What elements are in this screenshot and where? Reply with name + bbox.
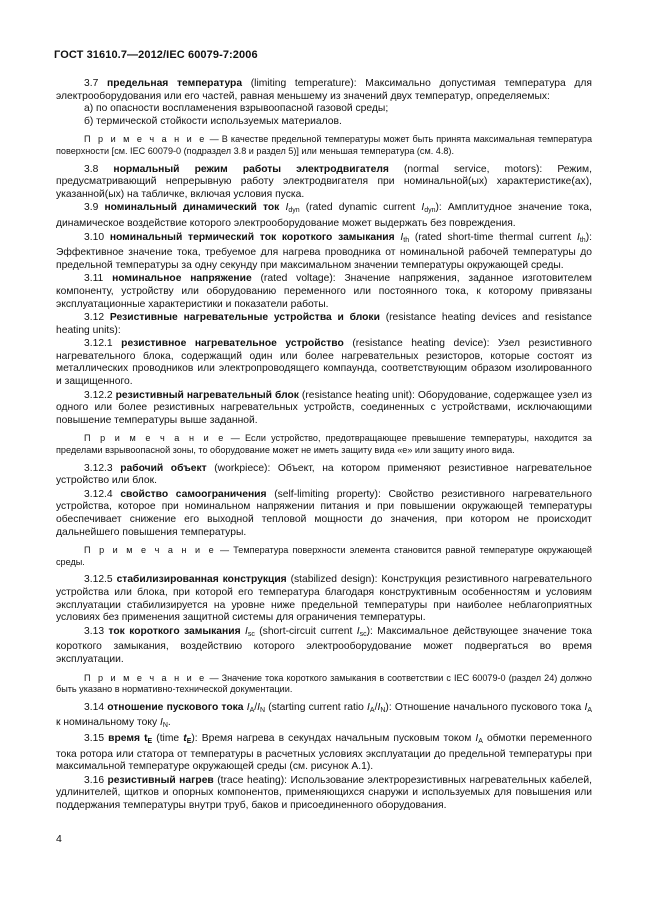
note-3-7: П р и м е ч а н и е — В качестве предельной температуры может быть принята максимальная температура поверхности [см. IEC 60079-0 (подраздел 3.8 и раздел 5)] или меньшая температура (см. 4.8). (56, 134, 592, 156)
clause-3-16: 3.16 резистивный нагрев (trace heating): Использование электрорезистивных нагревательных кабелей, удлинителей, щитков и опорных компонентов, применяющихся снаружи и используемых для повышения или поддержания температуры внутри труб, баков и присоединенного оборудования. (56, 774, 592, 811)
document-body (56, 78, 592, 812)
page-number: 4 (56, 833, 62, 845)
clause-3-8: 3.8 нормальный режим работы электродвигателя (normal service, motors): Режим, предусматривающий непрерывную работу электродвигателя при номинальной(ых) характеристике(ах), указанной(ых) на табличке, включая условия пуска. (56, 163, 592, 200)
note-3-12-2: П р и м е ч а н и е — Если устройство, предотвращающее превышение температуры, находится за пределами взрывоопасной зоны, то оборудование может не иметь защиту вида «е» или защиту иного вида. (56, 433, 592, 456)
clause-3-11: 3.11 номинальное напряжение (rated voltage): Значение напряжения, заданное изготовителем компоненту, устройству или оборудованию переменного или постоянного тока, к которому привязаны эксплуатационные характеристики и показатели работы. (56, 273, 592, 310)
clause-3-7: 3.7 предельная температура (limiting temperature): Максимально допустимая температура для электрооборудования или его частей, равная меньшему из значений двух температур, определяемых: (56, 78, 592, 102)
clause-3-14: 3.14 отношение пускового тока $I_A/I_N$ (starting current ratio $I_A/I_N$): Отношение начального пускового тока $I_A$ к номинальному току $I_N$. (56, 701, 592, 730)
clause-3-12-2: 3.12.2 резистивный нагревательный блок (resistance heating unit): Оборудование, содержащее узел из одного или более резистивных нагревательных устройств, соединенных с устройствами, исключающими повышение температуры выше заданной. (56, 389, 592, 426)
clause-3-12: 3.12 Резистивные нагревательные устройства и блоки (resistance heating devices and resistance heating units): (56, 312, 592, 336)
clause-3-15: 3.15 время $t_E$ (time $t_E$): Время нагрева в секундах начальным пусковым током $I_A$ обмотки переменного тока ротора или статора от температуры в расчетных условиях эксплуатации до предельной температуры при максимальной температуре окружающей среды (см. рисунок А.1). (56, 732, 592, 773)
note-3-12-4: П р и м е ч а н и е — Температура поверхности элемента становится равной температуре окружающей среды. (56, 545, 592, 567)
note-3-13: П р и м е ч а н и е — Значение тока короткого замыкания в соответствии с IEC 60079-0 (раздел 24) должно быть указано в нормативно-технической документации. (56, 672, 592, 695)
clause-3-12-1: 3.12.1 резистивное нагревательное устройство (resistance heating device): Узел резистивного нагревательного блока, содержащий один или более нагревательных резисторов, которые состоят из металлических проводников или электропроводящего компаунда, соответствующим образом изолированного и защищенного. (56, 338, 592, 388)
clause-3-10: 3.10 номинальный термический ток короткого замыкания $I_{th}$ (rated short-time thermal current $I_{th}$): Эффективное значение тока, требуемое для нагрева проводника от номинальной рабочей температуры до предельной температуры за одну секунду при максимальном значении температуры окружающей среды. (56, 231, 592, 271)
clause-3-13: 3.13 ток короткого замыкания $I_{sc}$ (short-circuit current $I_{sc}$): Максимальное действующее значение тока короткого замыкания, воздействию которого электрооборудование может подвергаться во время эксплуатации. (56, 625, 592, 665)
list-item-b: б) термической стойкости используемых материалов. (84, 115, 342, 127)
clause-3-9: 3.9 номинальный динамический ток $I_{dyn}$ (rated dynamic current $I_{dyn}$): Амплитудное значение тока, динамическое воздействие которого электрооборудование может выдержать без повреждения. (56, 202, 592, 229)
clause-3-12-5: 3.12.5 стабилизированная конструкция (stabilized design): Конструкция резистивного нагревательного устройства или блока, при которой его температура благодаря конструктивным особенностям и условиям эксплуатации стабилизируется на уровне ниже предельной температуры при наиболее неблагоприятных условиях без применения защитной системы для ограничения температуры. (56, 574, 592, 624)
clause-3-12-4: 3.12.4 свойство самоограничения (self-limiting property): Свойство резистивного нагревательного устройства, которое при номинальном напряжении питания и при повышении окружающей температуры обеспечивает снижение его выходной тепловой мощности до значения, при котором не происходит дальнейшего повышения температуры. (56, 488, 592, 538)
document-header: ГОСТ 31610.7—2012/IEC 60079-7:2006 (54, 49, 258, 61)
list-item-a: а) по опасности воспламенения взрывоопасной газовой среды; (84, 103, 389, 115)
clause-3-12-3: 3.12.3 рабочий объект (workpiece): Объект, на котором применяют резистивное нагревательное устройство или блок. (56, 462, 592, 487)
